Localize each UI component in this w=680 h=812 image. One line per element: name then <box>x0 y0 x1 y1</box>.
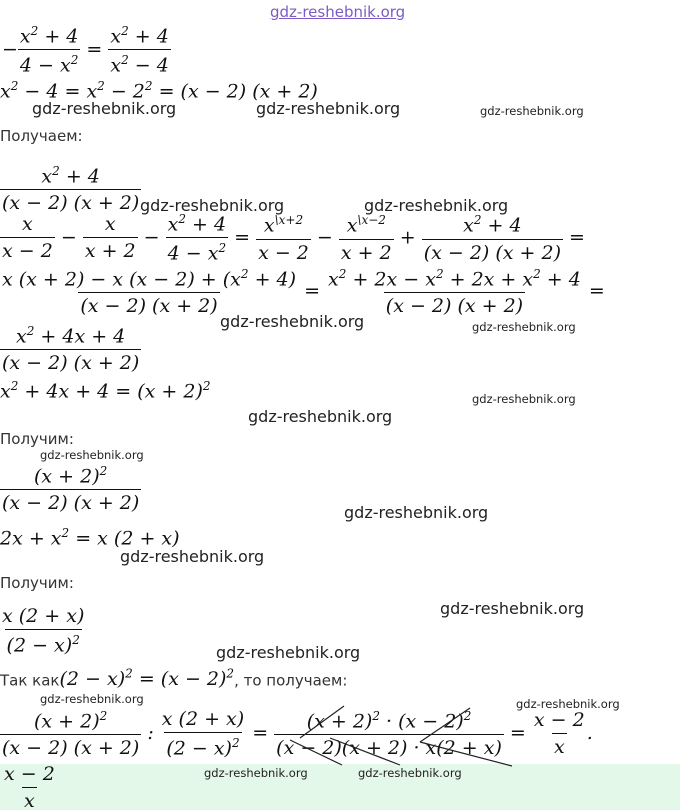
watermark: gdz-reshebnik.org <box>204 766 308 780</box>
equation-4: $\frac{x}{x - 2}$ − $\frac{x}{x + 2}$ − $\frac{x^2 + 4}{4 - x^2}$ = $\frac{x^{\backslash x+2}}{x - 2}$ − $\frac{x^{\backslash x-2}}{x + 2}$ + $\frac{x^2 + 4}{(x - 2) (x + 2)}$ = <box>2 212 585 265</box>
watermark: gdz-reshebnik.org <box>40 692 144 706</box>
watermark: gdz-reshebnik.org <box>516 697 620 711</box>
watermark: gdz-reshebnik.org <box>220 312 365 331</box>
equation-7: $x^2 + 4x + 4 = (x + 2)^2$ <box>0 379 211 403</box>
answer-equation: $\frac{x - 2}{x}$ <box>4 763 55 812</box>
equation-11: $(2 - x)^2 = (x - 2)^2$ <box>59 667 235 691</box>
label-poluchim-2: Получим: <box>0 574 74 592</box>
label-poluchaem: Получаем: <box>0 127 83 145</box>
watermark: gdz-reshebnik.org <box>364 196 509 215</box>
watermark: gdz-reshebnik.org <box>256 99 401 118</box>
equation-12: $\frac{(x + 2)^2}{(x - 2) (x + 2)}$ : $\frac{x (2 + x)}{(2 - x)^2}$ = $\frac{(x + 2)^2 \cdot (x - 2)^2}{(x - 2)(x + 2) \cdot x(2 + x)}$ = $\frac{x - 2}{x}$ . <box>2 708 593 760</box>
watermark: gdz-reshebnik.org <box>480 104 584 118</box>
watermark: gdz-reshebnik.org <box>472 392 576 406</box>
cancel-stroke <box>300 706 344 738</box>
watermark: gdz-reshebnik.org <box>32 99 177 118</box>
watermark: gdz-reshebnik.org <box>120 547 265 566</box>
equation-1: − $\frac{x^2 + 4}{4 - x^2}$ = $\frac{x^2 + 4}{x^2 - 4}$ <box>2 24 169 77</box>
watermark: gdz-reshebnik.org <box>344 503 489 522</box>
equation-5: $\frac{x (x + 2) - x (x - 2) + (x^2 + 4)}{(x - 2) (x + 2)}$ = $\frac{x^2 + 2x - x^2 + 2x + x^2 + 4}{(x - 2) (x + 2)}$ = <box>2 267 605 318</box>
cancel-stroke <box>290 740 342 765</box>
label-tak-kak: Так как <box>0 671 60 690</box>
equation-3: $\frac{x^2 + 4}{(x - 2) (x + 2)}$ <box>2 164 140 215</box>
watermark: gdz-reshebnik.org <box>358 766 462 780</box>
equation-8: $\frac{(x + 2)^2}{(x - 2) (x + 2)}$ <box>2 464 140 515</box>
watermark: gdz-reshebnik.org <box>472 320 576 334</box>
cancel-stroke <box>420 742 512 766</box>
equation-2: $x^2 - 4 = x^2 - 2^2 = (x - 2) (x + 2)$ <box>0 79 318 103</box>
equation-10: $\frac{x (2 + x)}{(2 - x)^2}$ <box>2 605 85 657</box>
watermark: gdz-reshebnik.org <box>216 643 361 662</box>
watermark: gdz-reshebnik.org <box>140 196 285 215</box>
watermark: gdz-reshebnik.org <box>40 448 144 462</box>
cancel-stroke <box>420 708 470 742</box>
watermark: gdz-reshebnik.org <box>248 407 393 426</box>
label-to-poluchaem: , то получаем: <box>234 671 348 690</box>
watermark: gdz-reshebnik.org <box>440 599 585 618</box>
label-poluchim-1: Получим: <box>0 430 74 448</box>
cancel-stroke <box>330 738 400 765</box>
equation-6: $\frac{x^2 + 4x + 4}{(x - 2) (x + 2)}$ <box>2 324 140 375</box>
watermark-top[interactable]: gdz-reshebnik.org <box>270 3 406 21</box>
equation-9: $2x + x^2 = x$ (2 + x) <box>0 526 180 550</box>
